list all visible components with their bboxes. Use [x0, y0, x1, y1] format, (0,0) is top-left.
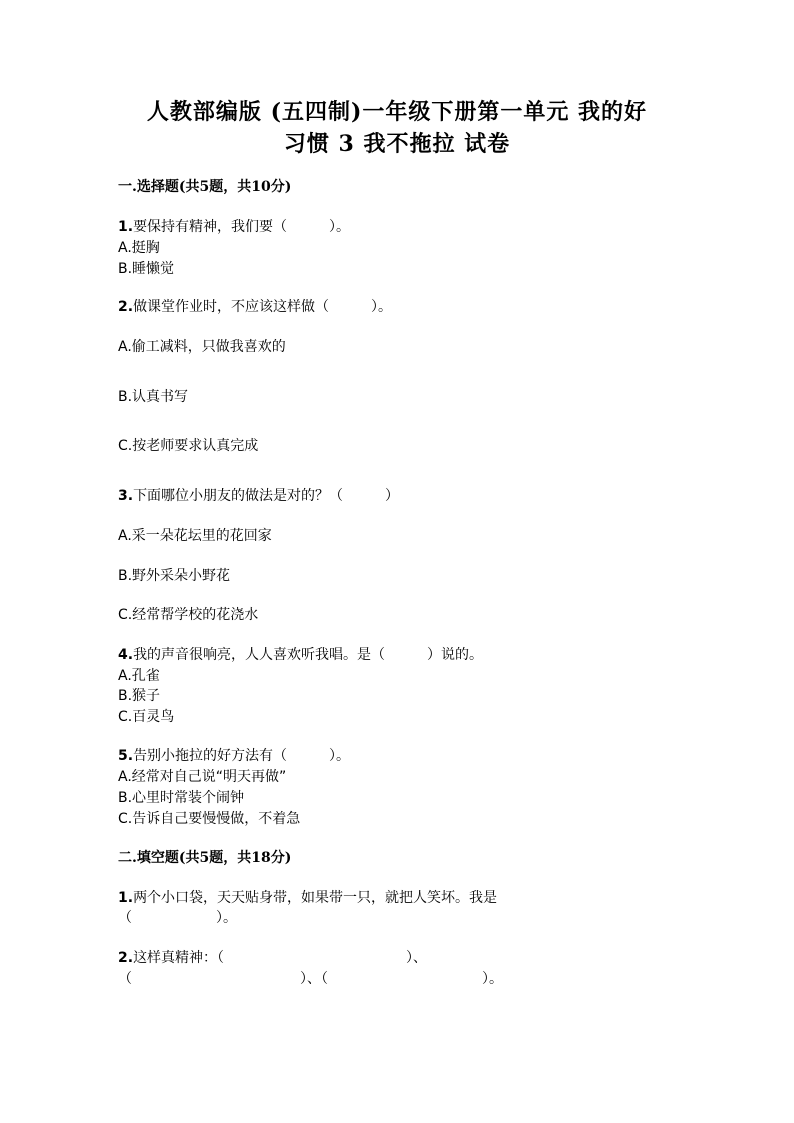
fill-question-2 [118, 949, 427, 967]
page-title-line-2: 习惯 3 我不拖拉 试卷 [283, 131, 511, 157]
question-text: 下面哪位小朋友的做法是对的？（ ） [133, 488, 400, 504]
question-number: 5. [118, 748, 134, 764]
option: A.偷工减料，只做我喜欢的 [118, 339, 286, 355]
question-5 [118, 747, 350, 765]
option: C.经常帮学校的花浇水 [118, 607, 259, 623]
option: B.睡懒觉 [118, 261, 175, 277]
answer-blank-line: （ ）、（ ）。 [118, 971, 503, 987]
section-heading-fill-in: 二.填空题(共5题，共18分) [118, 850, 292, 866]
option: C.百灵鸟 [118, 709, 175, 725]
question-text: 这样真精神：（ ）、 [133, 950, 428, 966]
question-number: 1. [118, 890, 134, 906]
fill-question-1 [118, 889, 497, 907]
question-number: 1. [118, 219, 134, 235]
option: B.野外采朵小野花 [118, 568, 231, 584]
question-text: 两个小口袋，天天贴身带，如果带一只，就把人笑坏。我是 [133, 890, 498, 906]
question-number: 2. [118, 950, 134, 966]
section-heading-multiple-choice: 一.选择题(共5题，共10分) [118, 179, 292, 195]
option: A.采一朵花坛里的花回家 [118, 528, 272, 544]
question-number: 3. [118, 488, 134, 504]
question-3 [118, 487, 399, 505]
option: B.猴子 [118, 688, 161, 704]
question-text: 我的声音很响亮，人人喜欢听我唱。是（ ）说的。 [133, 647, 484, 663]
option: C.告诉自己要慢慢做，不着急 [118, 811, 301, 827]
option: A.挺胸 [118, 240, 160, 256]
option: C.按老师要求认真完成 [118, 438, 259, 454]
question-text: 做课堂作业时，不应该这样做（ ）。 [133, 299, 393, 315]
question-2 [118, 298, 392, 316]
page-title-line-1: 人教部编版 (五四制)一年级下册第一单元 我的好 [146, 99, 648, 125]
question-number: 4. [118, 647, 134, 663]
option: A.经常对自己说“明天再做” [118, 769, 287, 785]
question-text: 要保持有精神，我们要（ ）。 [133, 219, 351, 235]
option: B.认真书写 [118, 389, 189, 405]
question-1 [118, 218, 350, 236]
option: B.心里时常装个闹钟 [118, 790, 245, 806]
question-text: 告别小拖拉的好方法有（ ）。 [133, 748, 351, 764]
question-4 [118, 646, 483, 664]
question-number: 2. [118, 299, 134, 315]
option: A.孔雀 [118, 668, 160, 684]
answer-blank-line: （ ）。 [118, 910, 237, 926]
